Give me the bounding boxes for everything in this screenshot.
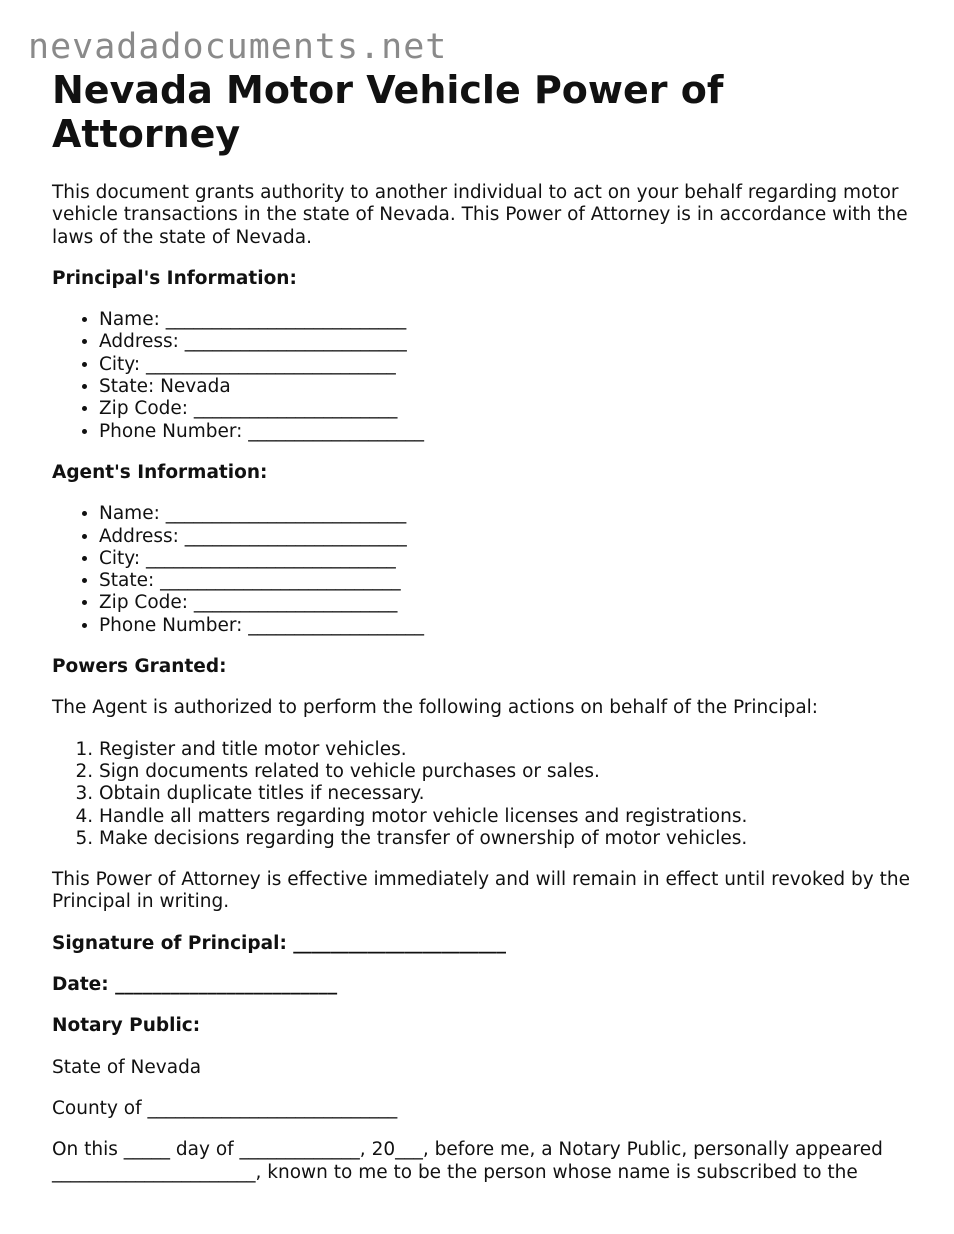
date-line: Date: ________________________	[52, 974, 338, 996]
document-title: Nevada Motor Vehicle Power of Attorney	[52, 68, 724, 156]
agent-state-field: • State: __________________________	[99, 570, 912, 592]
document-page	[52, 68, 912, 1184]
agent-heading: Agent's Information:	[52, 461, 268, 483]
powers-intro: The Agent is authorized to perform the following actions on behalf of the Principal:	[52, 697, 819, 719]
notary-heading: Notary Public:	[52, 1015, 201, 1037]
principal-heading: Principal's Information:	[52, 267, 297, 289]
principal-city-field: • City: ___________________________	[99, 354, 912, 376]
principal-fields-list	[52, 309, 912, 443]
principal-address-field: • Address: ________________________	[99, 331, 912, 353]
power-item: 2. Sign documents related to vehicle purchases or sales.	[99, 761, 912, 783]
power-item: 1. Register and title motor vehicles.	[99, 739, 912, 761]
notary-statement: On this _____ day of _____________, 20___, before me, a Notary Public, personally appeared ______________________, known to me to be the person whose name is subscribed to the	[52, 1139, 883, 1183]
agent-phone-field: • Phone Number: ___________________	[99, 615, 912, 637]
principal-name-field: • Name: __________________________	[99, 309, 912, 331]
principal-signature-line: Signature of Principal: _______________________	[52, 932, 507, 954]
power-item: 4. Handle all matters regarding motor vehicle licenses and registrations.	[99, 806, 912, 828]
principal-state-field: • State: Nevada	[99, 376, 912, 398]
agent-city-field: • City: ___________________________	[99, 548, 912, 570]
agent-address-field: • Address: ________________________	[99, 526, 912, 548]
effective-statement: This Power of Attorney is effective immediately and will remain in effect until revoked by the Principal in writing.	[52, 869, 910, 913]
intro-paragraph: This document grants authority to another individual to act on your behalf regarding motor vehicle transactions in the state of Nevada. This Power of Attorney is in accordance with the laws of the state of Nevada.	[52, 182, 908, 248]
powers-heading: Powers Granted:	[52, 656, 227, 678]
watermark: nevadadocuments.net	[28, 27, 448, 67]
power-item: 5. Make decisions regarding the transfer of ownership of motor vehicles.	[99, 828, 912, 850]
principal-phone-field: • Phone Number: ___________________	[99, 421, 912, 443]
notary-state: State of Nevada	[52, 1056, 202, 1078]
power-item: 3. Obtain duplicate titles if necessary.	[99, 783, 912, 805]
agent-fields-list	[52, 503, 912, 637]
powers-list	[52, 739, 912, 850]
principal-zip-field: • Zip Code: ______________________	[99, 398, 912, 420]
agent-zip-field: • Zip Code: ______________________	[99, 592, 912, 614]
notary-county: County of ___________________________	[52, 1097, 398, 1119]
agent-name-field: • Name: __________________________	[99, 503, 912, 525]
